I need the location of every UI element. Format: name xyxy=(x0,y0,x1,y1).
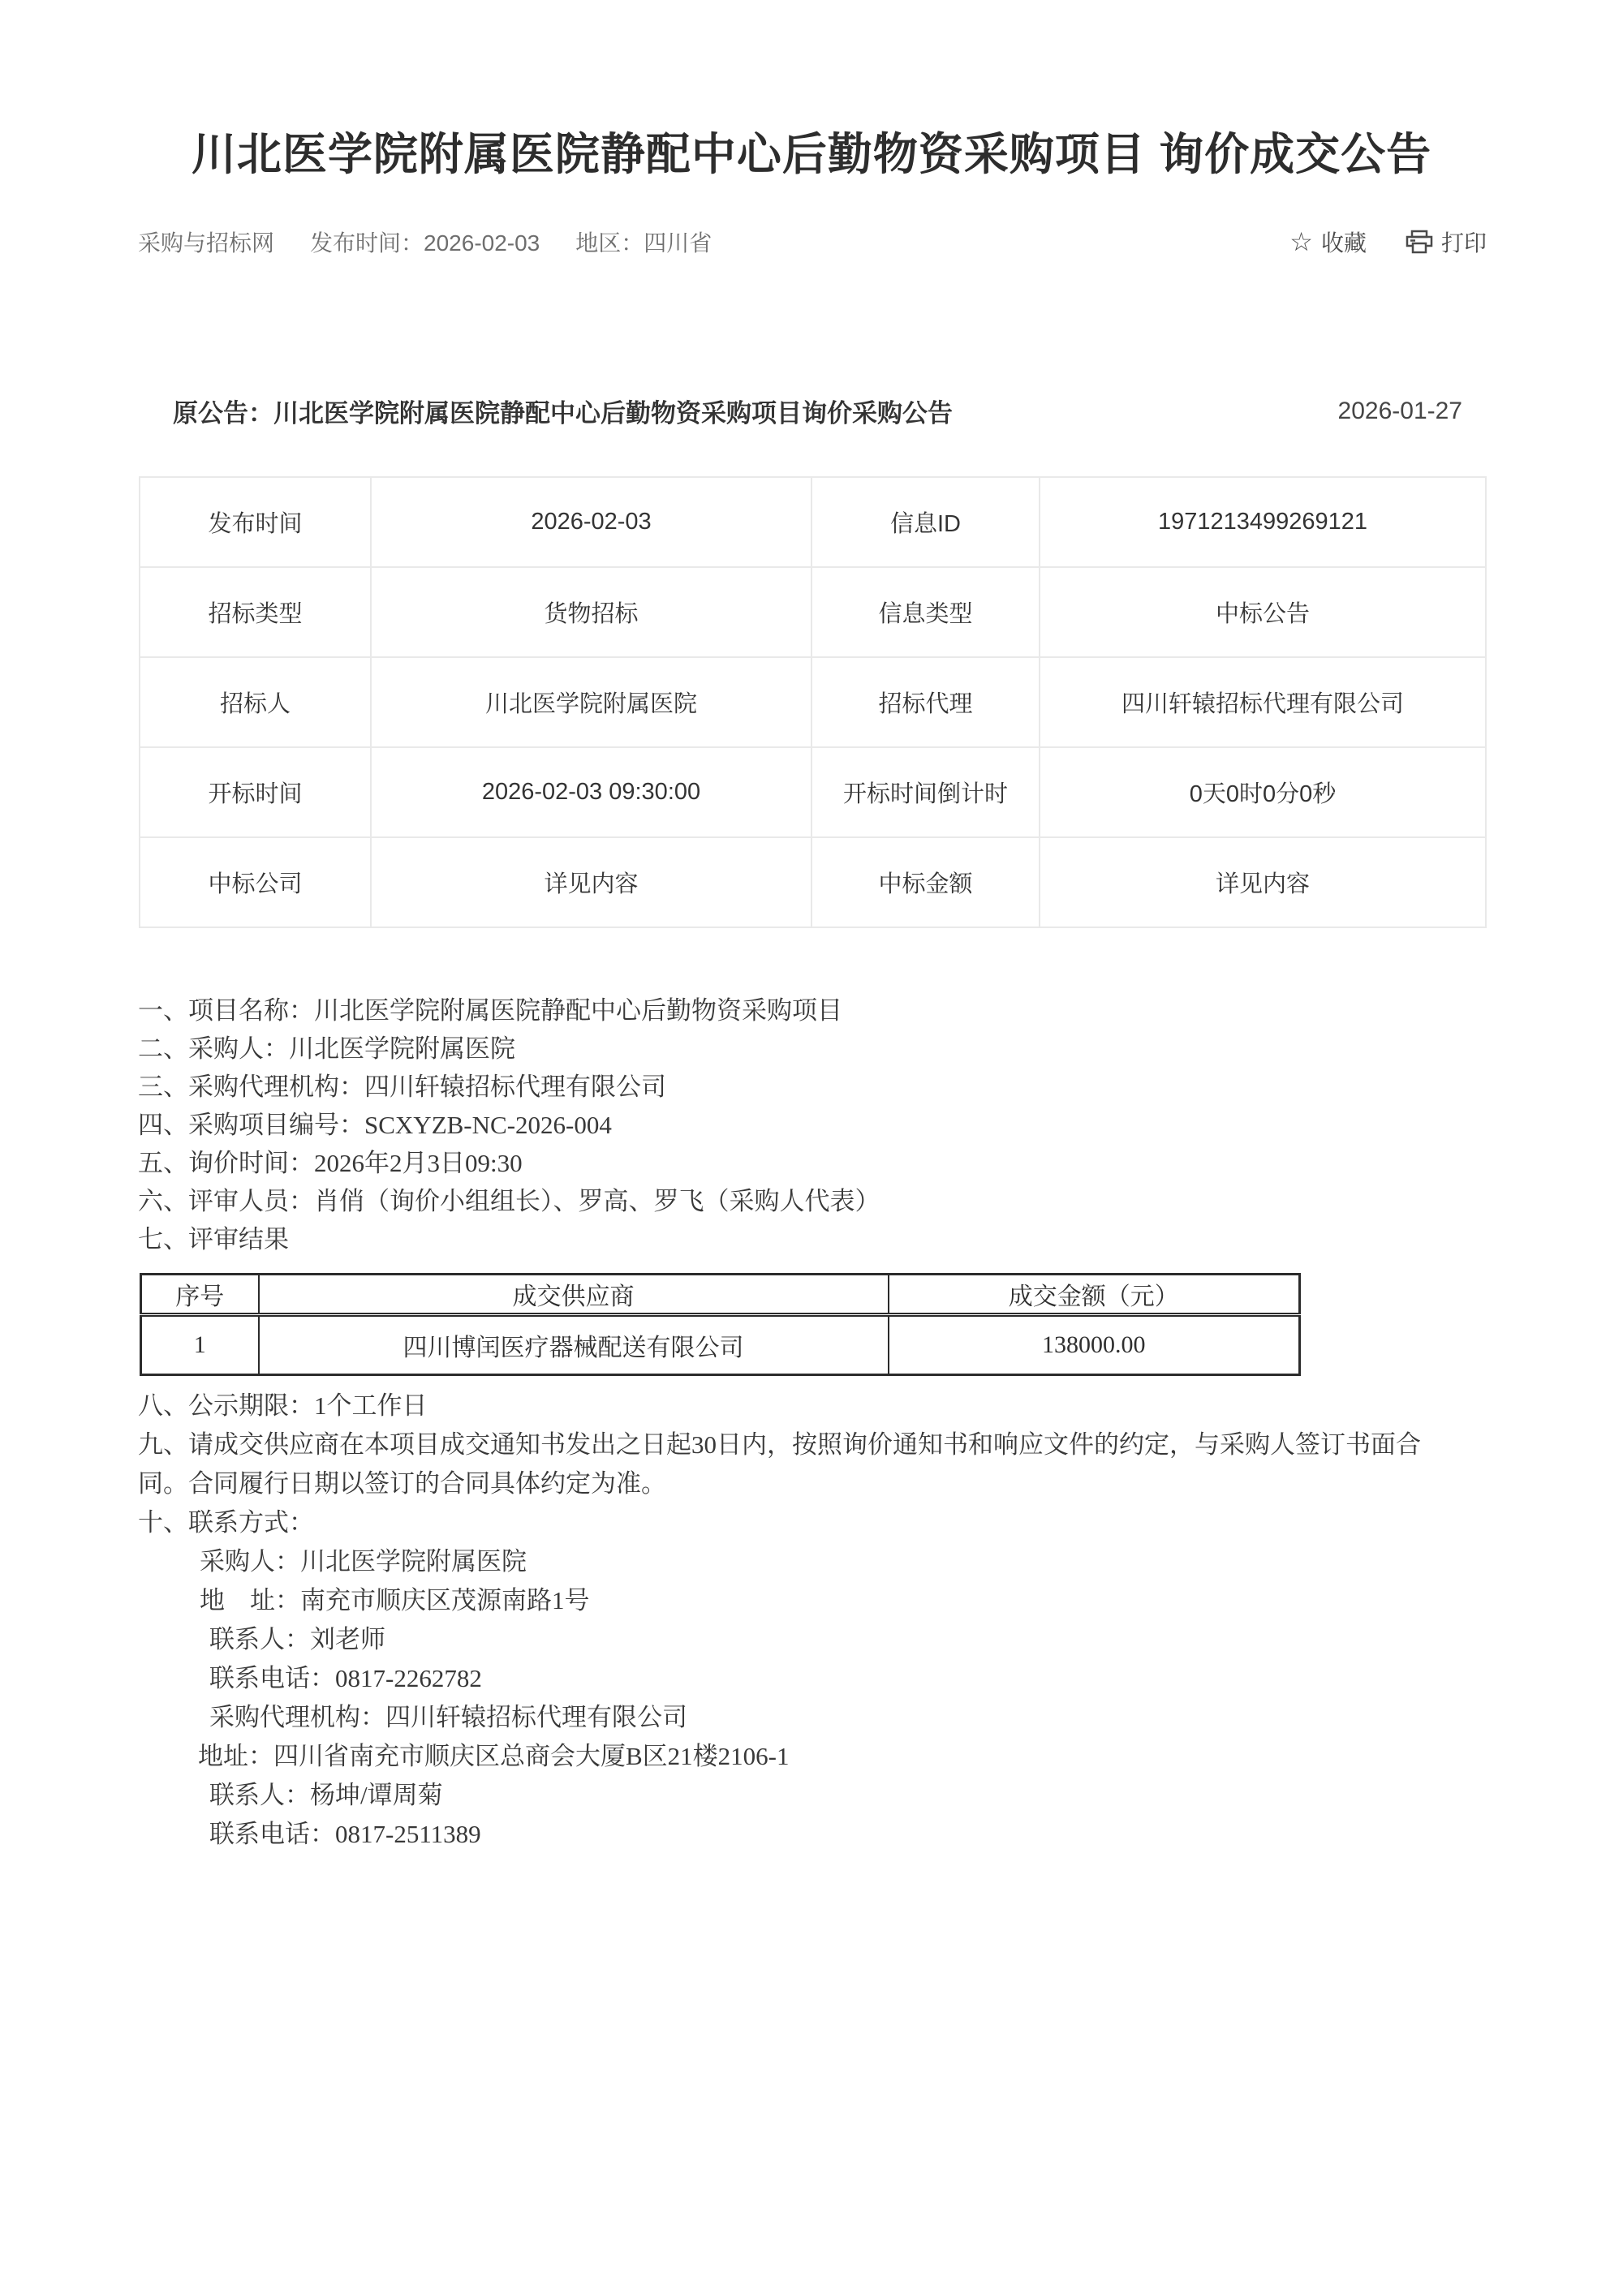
printer-icon xyxy=(1406,230,1433,254)
contact-purchaser-person: 联系人：刘老师 xyxy=(209,1625,385,1653)
info-label-info-type: 信息类型 xyxy=(812,567,1040,657)
section-agency: 三、采购代理机构：四川轩辕招标代理有限公司 xyxy=(138,1073,666,1101)
region xyxy=(575,226,712,258)
source-site: 采购与招标网 xyxy=(138,230,275,256)
original-notice xyxy=(173,393,953,429)
meta-actions xyxy=(1289,226,1487,258)
section-project-number: 四、采购项目编号：SCXYZB-NC-2026-004 xyxy=(138,1111,612,1139)
info-value-open-time: 2026-02-03 09:30:00 xyxy=(371,747,812,837)
section-contract-notice-line1: 九、请成交供应商在本项目成交通知书发出之日起30日内，按照询价通知书和响应文件的约定，与采购人签订书面合 xyxy=(138,1430,1421,1459)
info-row xyxy=(140,747,1486,837)
section-purchaser: 二、采购人：川北医学院附属医院 xyxy=(138,1034,515,1063)
info-value-winner: 详见内容 xyxy=(371,837,812,927)
info-row xyxy=(140,477,1486,567)
info-label-winner: 中标公司 xyxy=(140,837,371,927)
info-row xyxy=(140,567,1486,657)
section-contact-heading: 十、联系方式： xyxy=(138,1508,314,1537)
info-row xyxy=(140,837,1486,927)
info-value-publish-time: 2026-02-03 xyxy=(371,477,812,567)
info-label-tender-type: 招标类型 xyxy=(140,567,371,657)
contact-purchaser: 采购人：川北医学院附属医院 xyxy=(200,1547,527,1576)
meta-left xyxy=(138,226,712,258)
contact-agency: 采购代理机构：四川轩辕招标代理有限公司 xyxy=(209,1703,687,1731)
star-icon: ☆ xyxy=(1289,227,1313,256)
meta-bar xyxy=(138,226,1487,258)
section-review-result: 七、评审结果 xyxy=(138,1225,289,1253)
section-inquiry-time: 五、询价时间：2026年2月3日09:30 xyxy=(138,1149,523,1177)
result-header-amount: 成交金额（元） xyxy=(889,1275,1300,1315)
info-label-amount: 中标金额 xyxy=(812,837,1040,927)
result-header-supplier: 成交供应商 xyxy=(259,1275,889,1315)
page-title: 川北医学院附属医院静配中心后勤物资采购项目 询价成交公告 xyxy=(191,129,1432,179)
info-label-agency: 招标代理 xyxy=(812,657,1040,747)
info-value-agency: 四川轩辕招标代理有限公司 xyxy=(1040,657,1486,747)
publish-time xyxy=(310,226,540,258)
print-label: 打印 xyxy=(1440,230,1487,256)
result-cell-supplier: 四川博闰医疗器械配送有限公司 xyxy=(259,1315,889,1375)
section-publicity-period: 八、公示期限：1个工作日 xyxy=(138,1391,428,1420)
result-table xyxy=(140,1273,1301,1376)
info-label-info-id: 信息ID xyxy=(812,477,1040,567)
section-project-name: 一、项目名称：川北医学院附属医院静配中心后勤物资采购项目 xyxy=(138,996,842,1025)
favorite-button[interactable] xyxy=(1289,226,1367,258)
original-notice-link[interactable]: 川北医学院附属医院静配中心后勤物资采购项目询价采购公告 xyxy=(273,399,953,428)
publish-time-label: 发布时间： xyxy=(310,230,424,256)
print-button[interactable] xyxy=(1406,226,1487,258)
contact-agency-phone: 联系电话：0817-2511389 xyxy=(209,1820,481,1848)
info-label-countdown: 开标时间倒计时 xyxy=(812,747,1040,837)
body-after-sections xyxy=(138,1387,1537,1854)
body-sections xyxy=(138,991,1537,1258)
result-cell-amount: 138000.00 xyxy=(889,1315,1300,1375)
result-data-row xyxy=(141,1315,1300,1375)
info-value-tender-type: 货物招标 xyxy=(371,567,812,657)
info-row xyxy=(140,657,1486,747)
result-header-index: 序号 xyxy=(141,1275,259,1315)
info-value-countdown: 0天0时0分0秒 xyxy=(1040,747,1486,837)
info-value-info-id: 1971213499269121 xyxy=(1040,477,1486,567)
info-table xyxy=(139,476,1487,928)
original-notice-label: 原公告： xyxy=(173,399,273,428)
info-value-tenderer: 川北医学院附属医院 xyxy=(371,657,812,747)
info-label-tenderer: 招标人 xyxy=(140,657,371,747)
info-label-publish-time: 发布时间 xyxy=(140,477,371,567)
result-header-row xyxy=(141,1275,1300,1315)
contact-agency-person: 联系人：杨坤/谭周菊 xyxy=(209,1781,443,1809)
original-notice-date: 2026-01-27 xyxy=(1337,397,1462,424)
region-value: 四川省 xyxy=(644,230,712,256)
publish-time-value: 2026-02-03 xyxy=(424,230,540,256)
contact-purchaser-phone: 联系电话：0817-2262782 xyxy=(209,1664,482,1692)
info-label-open-time: 开标时间 xyxy=(140,747,371,837)
contact-purchaser-address: 地 址：南充市顺庆区茂源南路1号 xyxy=(200,1586,590,1615)
info-value-amount: 详见内容 xyxy=(1040,837,1486,927)
original-notice-row xyxy=(173,393,1462,429)
region-label: 地区： xyxy=(575,230,644,256)
info-value-info-type: 中标公告 xyxy=(1040,567,1486,657)
section-reviewers: 六、评审人员：肖俏（询价小组组长）、罗高、罗飞（采购人代表） xyxy=(138,1187,880,1215)
result-cell-index: 1 xyxy=(141,1315,259,1375)
contact-agency-address: 地址：四川省南充市顺庆区总商会大厦B区21楼2106-1 xyxy=(198,1742,790,1770)
section-contract-notice-line2: 同。合同履行日期以签订的合同具体约定为准。 xyxy=(138,1469,666,1498)
favorite-label: 收藏 xyxy=(1320,230,1367,256)
